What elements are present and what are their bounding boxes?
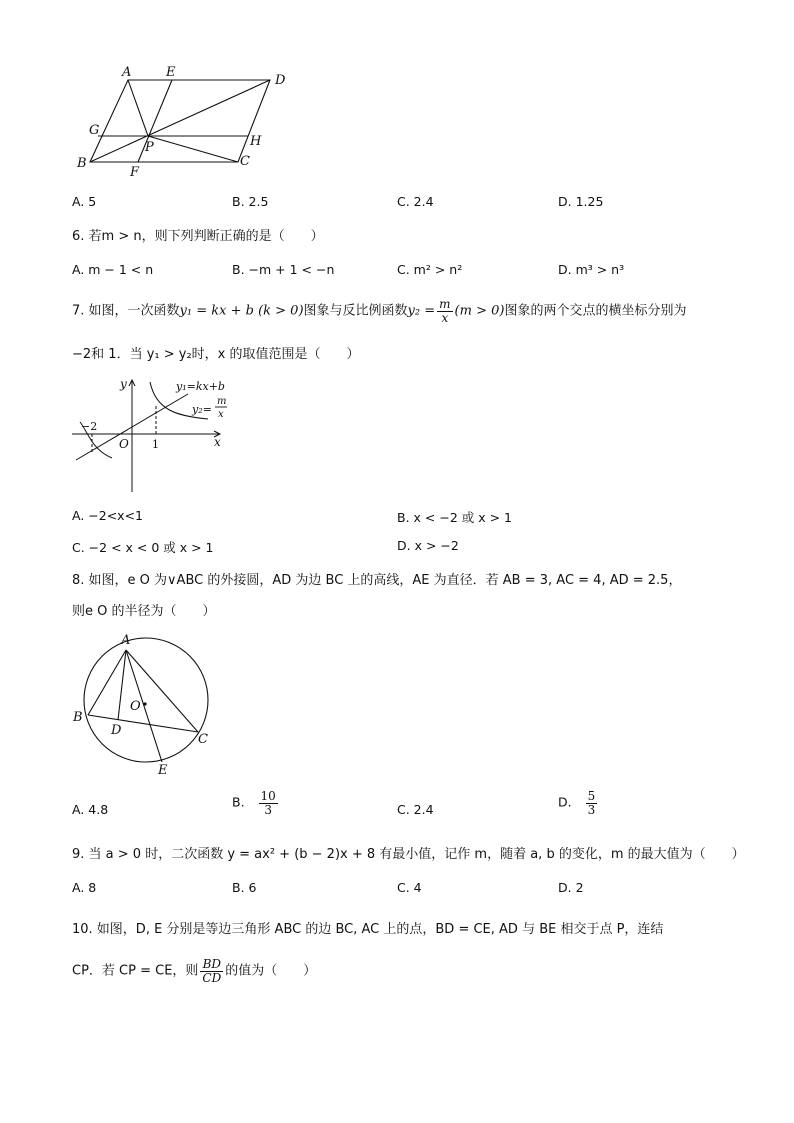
q7-curve-label: y₂= [192,403,212,416]
q7-stem-line2: −2和 1．当 y₁ > y₂时，x 的取值范围是（ ） [72,347,360,362]
label-D: D [275,73,286,88]
q7-linear-function: y₁ = kx + b (k > 0) [179,303,304,319]
label-H: H [250,134,262,149]
q8-option-b-den: 3 [264,802,272,817]
q7-tick-neg2: −2 [81,420,98,433]
q7-origin-label: O [119,437,129,451]
label-P: P [145,140,154,155]
q7-stem-line1 [72,298,686,324]
q8-label-B: B [73,710,83,725]
q7-condition: (m > 0) [454,303,505,319]
q8-stem-line2: 则e O 的半径为（ ） [72,604,216,619]
q8-label-E: E [158,763,168,778]
q7-curve-num: m [217,396,227,407]
q7-fraction [437,298,452,324]
q8-option-d-prefix: D. [558,794,572,810]
q7-line-label: y₁=kx+b [176,380,225,393]
label-B: B [77,156,87,171]
q7-fraction-num: m [439,297,451,311]
q8-stem-line1: 8. 如图，e O 为∨ABC 的外接圆，AD 为边 BC 上的高线，AE 为直径．若 AB = 3, AC = 4, AD = 2.5， [72,573,682,588]
q8-option-d [558,790,599,816]
q9-option-b: B. 6 [232,880,257,895]
q9-stem: 9. 当 a > 0 时，二次函数 y = ax² + (b − 2)x + 8 有最小值，记作 m，随着 a, b 的变化，m 的最大值为（ ） [72,847,745,862]
q6-option-c: C. m² > n² [397,262,463,277]
label-E: E [166,65,176,80]
q9-option-d: D. 2 [558,880,584,895]
q7-option-c: C. −2 < x < 0 或 x > 1 [72,540,214,555]
q9-option-a: A. 8 [72,880,97,895]
q7-y2-label: y₂ = [407,303,436,319]
q8-option-d-num: 5 [587,789,596,803]
q8-option-b-prefix: B. [232,794,245,810]
q8-option-a: A. 4.8 [72,802,109,817]
q8-option-c: C. 2.4 [397,802,434,817]
q5-option-c: C. 2.4 [397,194,434,209]
q7-function-graph [68,372,238,497]
q10-fraction-num: BD [200,958,223,972]
label-C: C [240,154,250,169]
q10-stem-line1: 10. 如图，D, E 分别是等边三角形 ABC 的边 BC, AC 上的点，BD = CE, AD 与 BE 相交于点 P，连结 [72,922,664,937]
q8-option-d-den: 3 [587,802,596,817]
q7-y-axis-label: y [120,377,127,391]
q7-fraction-den: x [441,310,449,325]
q8-center-point [143,702,146,705]
q10-text-a: CP．若 CP = CE，则 [72,963,199,979]
q6-option-b: B. −m + 1 < −n [232,262,335,277]
label-A: A [122,65,132,80]
q10-text-b: 的值为（ ） [225,963,317,979]
q7-text-a: 7. 如图，一次函数 [72,303,180,319]
q7-option-d: D. x > −2 [397,538,459,553]
q8-label-O: O [130,699,141,714]
q10-fraction [200,958,223,984]
label-F: F [130,165,140,180]
q7-text-f: 图象的两个交点的横坐标分别为 [504,303,687,319]
q5-option-d: D. 1.25 [558,194,604,209]
q8-circle-figure [70,628,220,778]
q9-option-c: C. 4 [397,880,422,895]
q8-option-b-fraction [259,790,278,816]
q6-stem: 6. 若m > n，则下列判断正确的是（ ） [72,229,324,244]
q7-option-b: B. x < −2 或 x > 1 [397,510,512,525]
q8-option-d-fraction [586,790,598,816]
q10-stem-line2 [72,958,316,984]
q5-option-b: B. 2.5 [232,194,269,209]
parallelogram-figure [72,62,302,182]
q7-option-a: A. −2<x<1 [72,508,144,523]
q8-label-D: D [111,723,122,738]
q7-curve-den: x [218,409,224,420]
q8-label-A: A [121,633,131,648]
q5-option-a: A. 5 [72,194,97,209]
q10-fraction-den: CD [202,970,222,985]
label-G: G [89,123,100,138]
q6-option-d: D. m³ > n³ [558,262,625,277]
q7-tick-1: 1 [152,438,159,451]
q7-x-axis-label: x [214,435,221,449]
q7-text-c: 图象与反比例函数 [303,303,408,319]
q6-option-a: A. m − 1 < n [72,262,154,277]
q8-option-b-num: 10 [260,789,276,803]
q8-option-b [232,790,280,816]
q8-label-C: C [198,732,208,747]
